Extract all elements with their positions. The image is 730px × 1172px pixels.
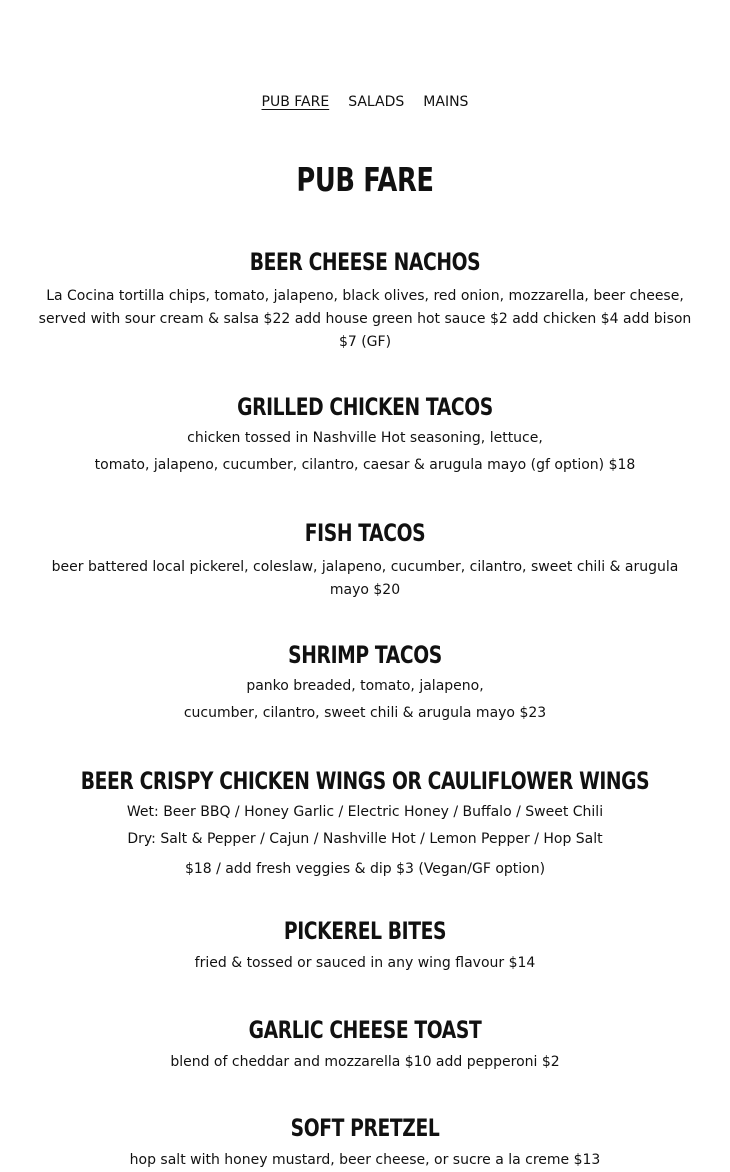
menu-item-description-line: cucumber, cilantro, sweet chili & arugula mayo $23 [183, 705, 547, 721]
menu-item-chicken-or-cauliflower-wings [0, 765, 730, 884]
menu-item-description-line: $18 / add fresh veggies & dip $3 (Vegan/GF option) [184, 861, 546, 877]
menu-item-description-line: blend of cheddar and mozzarella $10 add pepperoni $2 [170, 1054, 560, 1070]
menu-item-description: beer battered local pickerel, coleslaw, jalapeno, cucumber, cilantro, sweet chili & arugula mayo $20 [51, 559, 679, 598]
menu-item-name: FISH TACOS [304, 519, 426, 547]
menu-item-soft-pretzel [0, 1112, 730, 1172]
menu-item-description-line: Wet: Beer BBQ / Honey Garlic / Electric Honey / Buffalo / Sweet Chili [126, 804, 604, 820]
menu-item-name: GRILLED CHICKEN TACOS [237, 393, 493, 421]
menu-item-description: La Cocina tortilla chips, tomato, jalapeno, black olives, red onion, mozzarella, beer cheese, served with sour cream & salsa $22 add house green hot sauce $2 add chicken $4 add bison $7 (GF) [38, 288, 692, 350]
menu-item-beer-cheese-nachos [0, 246, 730, 354]
nav-link-mains[interactable]: MAINS [423, 94, 469, 110]
menu-item-description-line: chicken tossed in Nashville Hot seasoning, lettuce, [187, 430, 543, 446]
menu-item-description-line: Dry: Salt & Pepper / Cajun / Nashville Hot / Lemon Pepper / Hop Salt [127, 831, 603, 847]
menu-item-name: SHRIMP TACOS [288, 641, 442, 669]
menu-item-name: BEER CRISPY CHICKEN WINGS OR CAULIFLOWER WINGS [80, 767, 650, 795]
menu-item-name: PICKEREL BITES [283, 917, 447, 945]
menu-item-grilled-chicken-tacos [0, 391, 730, 481]
menu-item-fish-tacos [0, 517, 730, 602]
menu-item-name: BEER CHEESE NACHOS [249, 248, 481, 276]
nav-link-salads[interactable]: SALADS [348, 94, 405, 110]
menu-item-garlic-cheese-toast [0, 1014, 730, 1074]
menu-item-description-line: panko breaded, tomato, jalapeno, [246, 678, 484, 694]
section-title: PUB FARE [296, 160, 434, 199]
menu-item-name: GARLIC CHEESE TOAST [248, 1016, 482, 1044]
menu-item-name: SOFT PRETZEL [290, 1114, 440, 1142]
nav-link-pub-fare[interactable]: PUB FARE [261, 94, 330, 110]
menu-item-shrimp-tacos [0, 639, 730, 729]
menu-item-pickerel-bites [0, 915, 730, 975]
menu-item-description-line: tomato, jalapeno, cucumber, cilantro, caesar & arugula mayo (gf option) $18 [94, 457, 636, 473]
menu-item-description-line: fried & tossed or sauced in any wing flavour $14 [194, 955, 536, 971]
menu-category-nav [0, 92, 730, 112]
menu-item-description-line: hop salt with honey mustard, beer cheese, or sucre a la creme $13 [129, 1152, 601, 1168]
